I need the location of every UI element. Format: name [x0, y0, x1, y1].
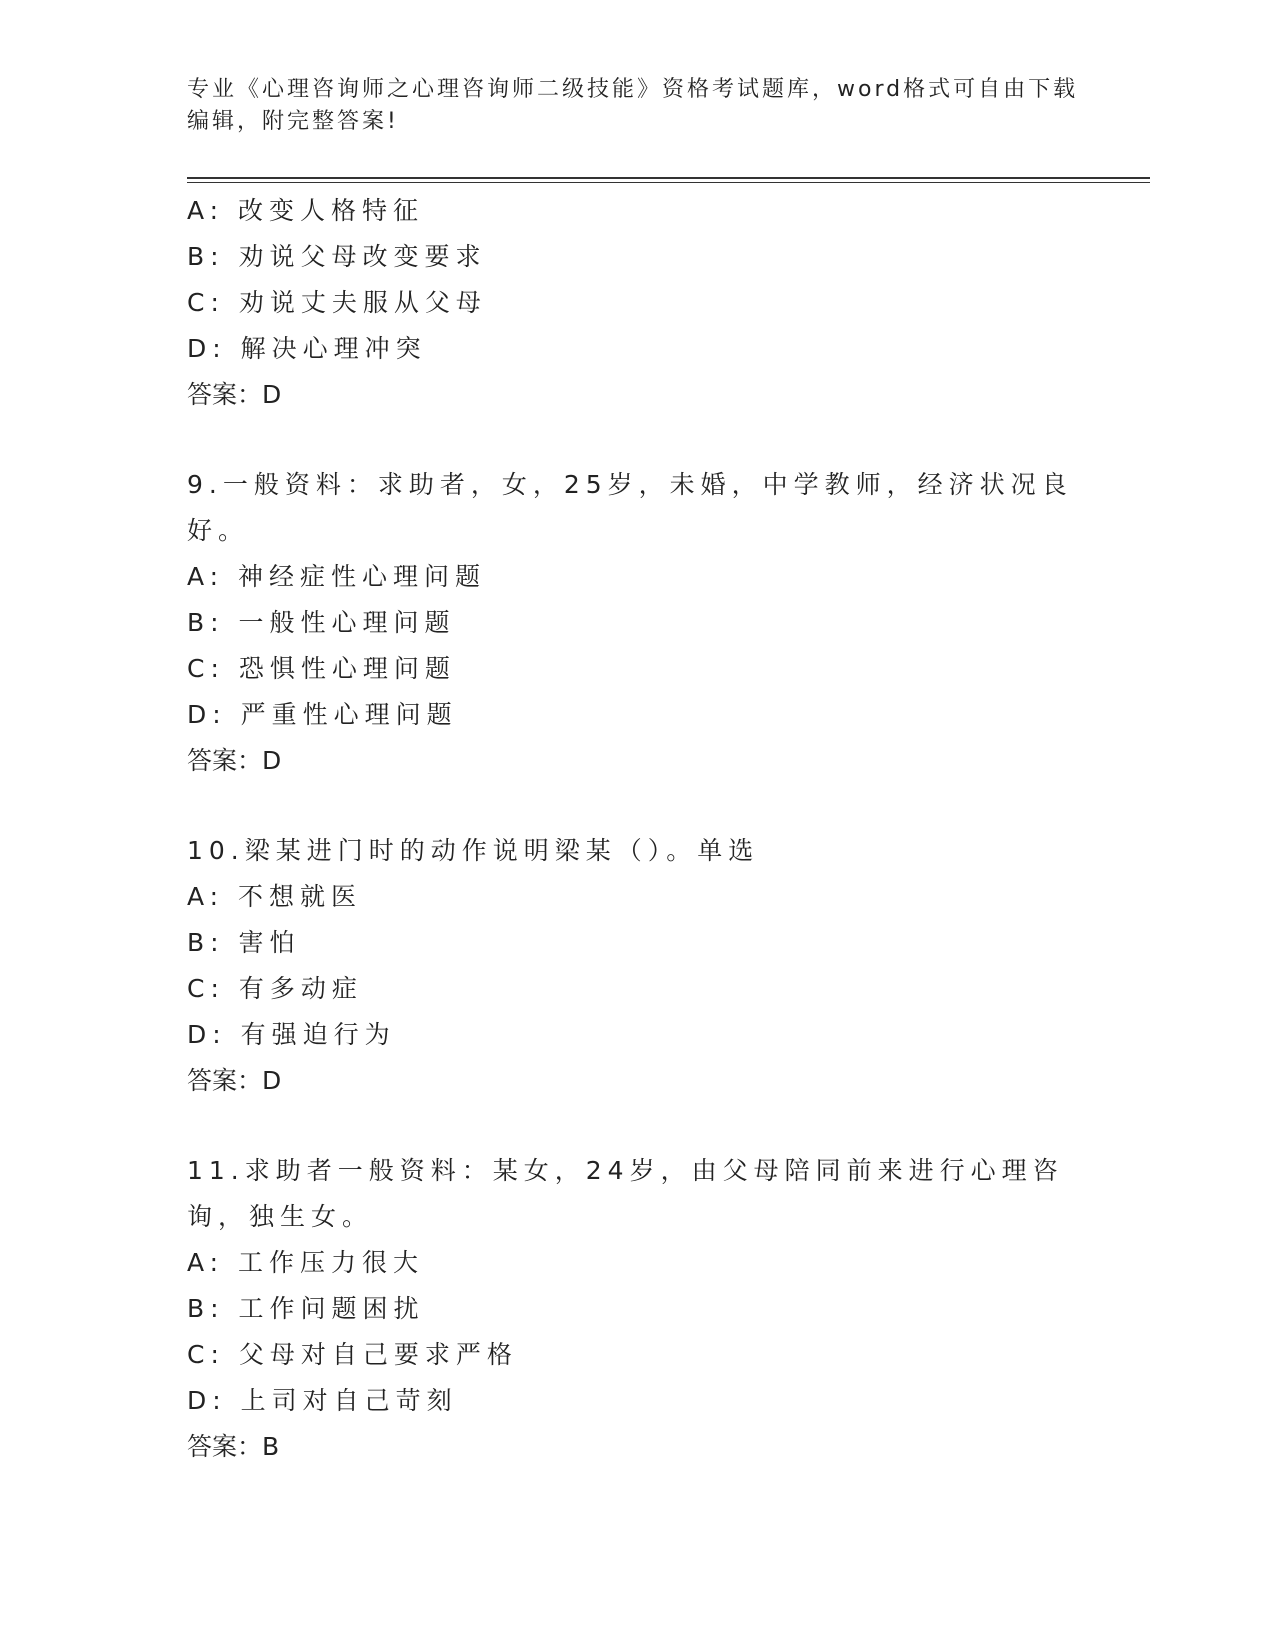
option-a: A: 工作压力很大	[187, 1248, 425, 1277]
question-stem: 9.一般资料：求助者，女，25岁，未婚，中学教师，经济状况良好。	[187, 470, 1073, 545]
option-b: B: 一般性心理问题	[187, 608, 456, 637]
question-stem: 11.求助者一般资料：某女，24岁，由父母陪同前来进行心理咨询，独生女。	[187, 1156, 1064, 1231]
header-divider-thick	[187, 177, 1150, 179]
option-c: C: 有多动症	[187, 974, 363, 1003]
question-stem: 10.梁某进门时的动作说明梁某（）。单选	[187, 836, 760, 865]
document-header	[187, 74, 1079, 138]
question-list	[187, 188, 1087, 1470]
question-spacer	[187, 418, 1087, 462]
question-9	[187, 462, 1087, 784]
option-c: C: 父母对自己要求严格	[187, 1340, 518, 1369]
option-b: B: 害怕	[187, 928, 301, 957]
header-line-1: 专业《心理咨询师之心理咨询师二级技能》资格考试题库，word格式可自由下载	[187, 77, 1079, 102]
header-line-2: 编辑，附完整答案!	[187, 109, 399, 134]
option-c: C: 恐惧性心理问题	[187, 654, 456, 683]
question-11	[187, 1148, 1087, 1470]
answer-line: 答案：B	[187, 1432, 280, 1461]
option-c: C: 劝说丈夫服从父母	[187, 288, 487, 317]
answer-line: 答案：D	[187, 380, 282, 409]
option-a: A: 不想就医	[187, 882, 363, 911]
question-8-continued	[187, 188, 1087, 418]
answer-line: 答案：D	[187, 746, 282, 775]
option-a: A: 改变人格特征	[187, 196, 425, 225]
question-spacer	[187, 1104, 1087, 1148]
option-d: D: 有强迫行为	[187, 1020, 396, 1049]
option-a: A: 神经症性心理问题	[187, 562, 487, 591]
option-b: B: 劝说父母改变要求	[187, 242, 487, 271]
option-d: D: 严重性心理问题	[187, 700, 458, 729]
answer-line: 答案：D	[187, 1066, 282, 1095]
option-d: D: 解决心理冲突	[187, 334, 427, 363]
option-d: D: 上司对自己苛刻	[187, 1386, 458, 1415]
question-spacer	[187, 784, 1087, 828]
option-b: B: 工作问题困扰	[187, 1294, 425, 1323]
question-10	[187, 828, 1087, 1104]
header-divider-thin	[187, 182, 1150, 183]
